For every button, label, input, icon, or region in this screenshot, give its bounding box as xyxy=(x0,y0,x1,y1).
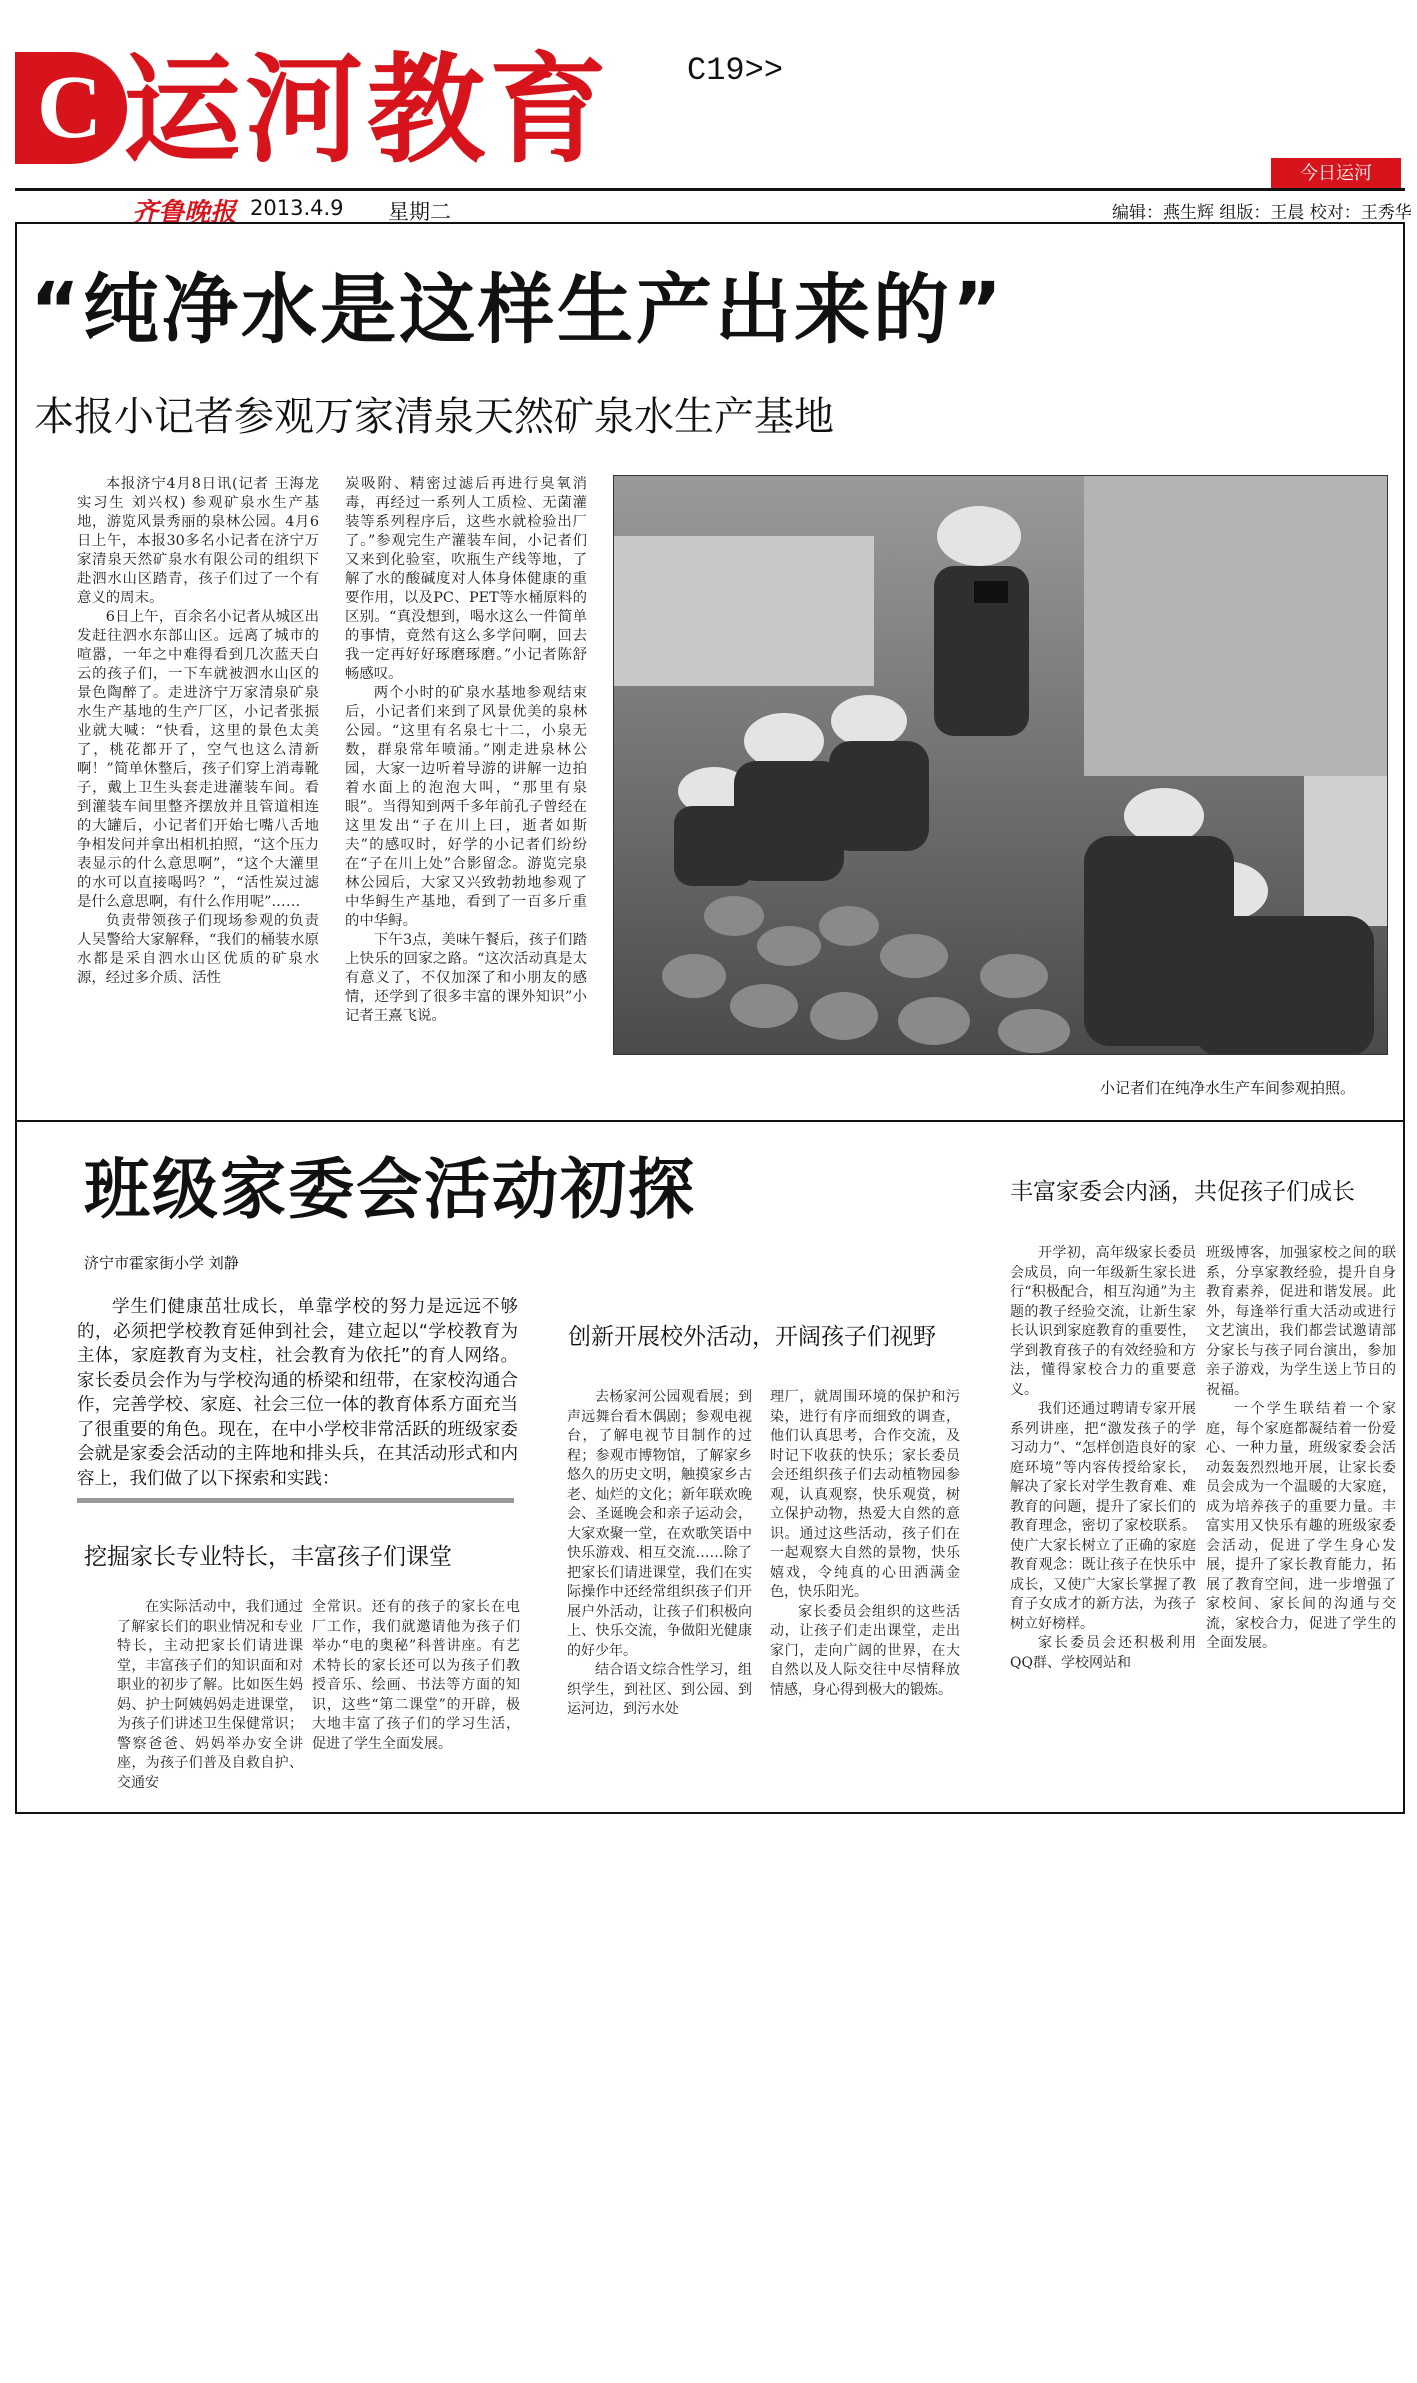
paragraph: 6日上午，百余名小记者从城区出发赶往泗水东部山区。远离了城市的喧嚣，一年之中难得看到几次蓝天白云的孩子们，一下车就被泗水山区的景色陶醉了。走进济宁万家清泉矿泉水生产基地的生产厂区，小记者张振业就大喊：“快看，这里的景色太美了，桃花都开了，空气也这么清新啊！”简单休整后，孩子们穿上消毒靴子，戴上卫生头套走进灌装车间。看到灌装车间里整齐摆放并且管道相连的大罐后，小记者们开始七嘴八舌地争相发问并拿出相机拍照，“这个压力表显示的什么意思啊”，“这个大灌里的水可以直接喝吗？”，“活性炭过滤是什么意思啊，有什么作用呢”…… xyxy=(77,609,319,910)
paragraph: 两个小时的矿泉水基地参观结束后，小记者们来到了风景优美的泉林公园。“这里有名泉七十二，小泉无数，群泉常年喷涌。”刚走进泉林公园，大家一边听着导游的讲解一边拍着水面上的泡泡大叫，“那里有泉眼”。当得知到两千多年前孔子曾经在这里发出“子在川上曰，逝者如斯夫”的感叹时，好学的小记者们纷纷在“子在川上处”合影留念。游览完泉林公园后，大家又兴致勃勃地参观了中华鲟生产基地，看到了一百多斤重的中华鲟。 xyxy=(345,685,587,929)
paragraph: 一个学生联结着一个家庭，每个家庭都凝结着一份爱心、一种力量，班级家委会活动轰轰烈烈地开展，让家长委员会成为一个温暖的大家庭，成为培养孩子的重要力量。丰富实用又快乐有趣的班级家委会活动，促进了学生身心发展，提升了家长教育能力，拓展了教育空间，进一步增强了家校间、家长间的沟通与交流，家校合力，促进了学生的全面发展。 xyxy=(1206,1401,1396,1651)
second-article-title: 班级家委会活动初探 xyxy=(84,1151,696,1228)
editor-credits: 编辑：燕生辉 组版：王晨 校对：王秀华 xyxy=(1112,203,1412,223)
lead-subheadline: 本报小记者参观万家清泉天然矿泉水生产基地 xyxy=(34,394,834,440)
lead-column-2 xyxy=(345,475,587,1100)
factory-photo-illustration xyxy=(614,476,1388,1055)
paragraph: 家长委员会组织的这些活动，让孩子们走出课堂，走出家门，走向广阔的世界，在大自然以及人际交往中尽情释放情感，身心得到极大的锻炼。 xyxy=(770,1603,960,1698)
lead-headline: “纯净水是这样生产出来的” xyxy=(30,265,1005,354)
logo-letter: C xyxy=(37,58,102,157)
page-number: C19>> xyxy=(687,52,784,89)
section3-column-1 xyxy=(1010,1244,1196,1804)
section1-column-2 xyxy=(312,1598,520,1798)
section-title: 运河教育 xyxy=(123,41,612,179)
section2-column-1 xyxy=(567,1388,752,1798)
issue-weekday: 星期二 xyxy=(388,200,451,224)
section1-column-1 xyxy=(117,1598,303,1798)
paragraph: 本报济宁4月8日讯(记者 王海龙 实习生 刘兴权) 参观矿泉水生产基地，游览风景秀丽的泉林公园。4月6日上午，本报30多名小记者在济宁万家清泉天然矿泉水有限公司的组织下赴泗水山区踏青，孩子们过了一个有意义的周末。 xyxy=(77,476,319,606)
paragraph: 炭吸附、精密过滤后再进行臭氧消毒，再经过一系列人工质检、无菌灌装等系列程序后，这些水就检验出厂了。”参观完生产灌装车间，小记者们又来到化验室，吹瓶生产线等地，了解了水的酸碱度对人体身体健康的重要作用，以及PC、PET等水桶原料的区别。“真没想到，喝水这么一件简单的事情，竟然有这么多学问啊，回去我一定再好好琢磨琢磨。”小记者陈舒畅感叹。 xyxy=(345,476,587,682)
paper-name: 齐鲁晚报 xyxy=(132,198,237,228)
section-bar xyxy=(77,1498,514,1503)
section3-column-2 xyxy=(1206,1244,1396,1804)
section-logo xyxy=(15,52,127,164)
paragraph: 班级博客，加强家校之间的联系，分享家教经验，提升自身教育素养，促进和谐发展。此外，每逢举行重大活动或进行文艺演出，我们都尝试邀请部分家长与孩子同台演出，参加亲子游戏，为学生送上节日的祝福。 xyxy=(1206,1245,1396,1398)
paragraph: 下午3点，美味午餐后，孩子们踏上快乐的回家之路。“这次活动真是太有意义了，不仅加深了和小朋友的感情，还学到了很多丰富的课外知识”小记者王熹飞说。 xyxy=(345,932,587,1024)
section3-title: 丰富家委会内涵，共促孩子们成长 xyxy=(1010,1179,1355,1205)
column-tag: 今日运河 xyxy=(1271,158,1401,190)
lead-column-1 xyxy=(77,475,319,1100)
intro-paragraph: 学生们健康茁壮成长，单靠学校的努力是远远不够的，必须把学校教育延伸到社会，建立起以“学校教育为主体，家庭教育为支柱，社会教育为依托”的育人网络。家长委员会作为与学校沟通的桥梁和纽带，在家校沟通合作，完善学校、家庭、社会三位一体的教育体系方面充当了很重要的角色。现在，在中小学校非常活跃的班级家委会就是家委会活动的主阵地和排头兵，在其活动形式和内容上，我们做了以下探索和实践： xyxy=(77,1297,518,1489)
section-divider xyxy=(15,1120,1405,1122)
paragraph: 我们还通过聘请专家开展系列讲座，把“激发孩子的学习动力”、“怎样创造良好的家庭环境”等内容传授给家长，解决了家长对学生教育难、难教育的问题，提升了家长们的教育理念，密切了家校联系。使广大家长树立了正确的家庭教育观念：既让孩子在快乐中成长，又使广大家长掌握了教育子女成才的新方法，为孩子树立好榜样。 xyxy=(1010,1401,1196,1632)
paragraph: 理厂，就周围环境的保护和污染，进行有序而细致的调查，他们认真思考，合作交流，及时记下收获的快乐；家长委员会还组织孩子们去动植物园参观，认真观察，快乐观赏，树立保护动物，热爱大自然的意识。通过这些活动，孩子们在一起观察大自然的景物，快乐嬉戏，令纯真的心田洒满金色，快乐阳光。 xyxy=(770,1389,960,1600)
second-article-byline: 济宁市霍家街小学 刘静 xyxy=(84,1254,239,1272)
masthead-rule xyxy=(15,188,1405,191)
issue-date: 2013.4.9 xyxy=(250,196,344,220)
paragraph: 在实际活动中，我们通过了解家长们的职业情况和专业特长，主动把家长们请进课堂，丰富孩子们的知识面和对职业的初步了解。比如医生妈妈、护士阿姨妈妈走进课堂，为孩子们讲述卫生保健常识；警察爸爸、妈妈举办安全讲座，为孩子们普及自救自护、交通安 xyxy=(117,1599,303,1791)
paragraph: 负责带领孩子们现场参观的负责人吴警给大家解释，“我们的桶装水原水都是采自泗水山区优质的矿泉水源，经过多介质、活性 xyxy=(77,913,319,986)
section1-title: 挖掘家长专业特长，丰富孩子们课堂 xyxy=(84,1544,452,1570)
second-article-intro xyxy=(77,1295,518,1491)
section2-column-2 xyxy=(770,1388,960,1798)
paragraph: 去杨家河公园观看展；到声远舞台看木偶剧；参观电视台，了解电视节目制作的过程；参观市博物馆，了解家乡悠久的历史文明，触摸家乡古老、灿烂的文化；新年联欢晚会、圣诞晚会和亲子运动会，大家欢聚一堂，在欢歌笑语中快乐游戏、相互交流……除了把家长们请进课堂，我们在实际操作中还经常组织孩子们开展户外活动，让孩子们积极向上、快乐交流，争做阳光健康的好少年。 xyxy=(567,1389,752,1659)
paragraph: 结合语文综合性学习，组织学生，到社区、到公园、到运河边，到污水处 xyxy=(567,1662,752,1717)
photo-caption: 小记者们在纯净水生产车间参观拍照。 xyxy=(1100,1079,1356,1097)
masthead xyxy=(15,40,640,180)
paragraph: 家长委员会还积极利用QQ群、学校网站和 xyxy=(1010,1635,1196,1671)
section2-title: 创新开展校外活动，开阔孩子们视野 xyxy=(568,1324,936,1350)
paragraph: 开学初，高年级家长委员会成员，向一年级新生家长进行“积极配合，相互沟通”为主题的教子经验交流，让新生家长认识到家庭教育的重要性，学到教育孩子的有效经验和方法，懂得家校合力的重要意义。 xyxy=(1010,1245,1196,1398)
factory-photo xyxy=(613,475,1388,1055)
paragraph: 全常识。还有的孩子的家长在电厂工作，我们就邀请他为孩子们举办“电的奥秘”科普讲座。有艺术特长的家长还可以为孩子们教授音乐、绘画、书法等方面的知识，这些“第二课堂”的开辟，极大地丰富了孩子们的学习生活，促进了学生全面发展。 xyxy=(312,1599,520,1752)
